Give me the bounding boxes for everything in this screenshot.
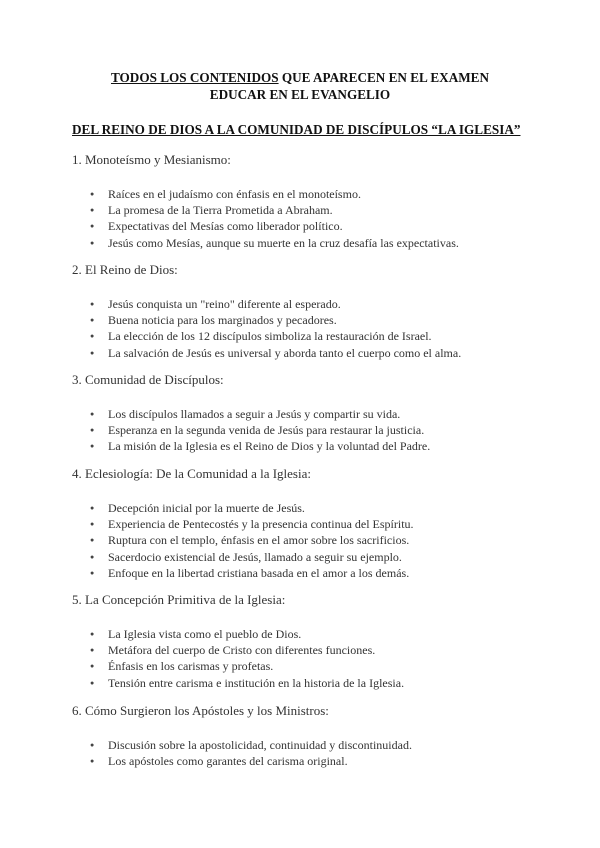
list-item: ● Raíces en el judaísmo con énfasis en el monoteísmo.: [72, 186, 552, 202]
list-item: ● La promesa de la Tierra Prometida a Abraham.: [72, 202, 552, 218]
list-item: ● Los apóstoles como garantes del carisma original.: [72, 753, 552, 769]
section-heading: 5. La Concepción Primitiva de la Iglesia:: [72, 592, 286, 607]
list-item: ● Los discípulos llamados a seguir a Jesús y compartir su vida.: [72, 406, 552, 422]
list-item: ● Expectativas del Mesías como liberador político.: [72, 218, 552, 234]
section-heading: 1. Monoteísmo y Mesianismo:: [72, 152, 231, 167]
list-item: ● Tensión entre carisma e institución en la historia de la Iglesia.: [72, 675, 552, 691]
list-item: ● Discusión sobre la apostolicidad, continuidad y discontinuidad.: [72, 737, 552, 753]
list-item: ● La salvación de Jesús es universal y aborda tanto el cuerpo como el alma.: [72, 345, 552, 361]
section-1: [72, 152, 552, 251]
list-item: ● La misión de la Iglesia es el Reino de Dios y la voluntad del Padre.: [72, 438, 552, 454]
section-6: [72, 703, 552, 769]
list-item: ● Esperanza en la segunda venida de Jesús para restaurar la justicia.: [72, 422, 552, 438]
section-5: [72, 592, 552, 691]
list-item: ● Jesús como Mesías, aunque su muerte en la cruz desafía las expectativas.: [72, 235, 552, 251]
title-line-2: EDUCAR EN EL EVANGELIO: [209, 87, 391, 102]
section-subtitle: DEL REINO DE DIOS A LA COMUNIDAD DE DISCÍPULOS “LA IGLESIA”: [72, 122, 521, 137]
list-item: ● Experiencia de Pentecostés y la presencia continua del Espíritu.: [72, 516, 552, 532]
title-rest: QUE APARECEN EN EL EXAMEN: [278, 70, 489, 85]
bullet-list: [72, 186, 552, 251]
bullet-list: [72, 626, 552, 691]
bullet-list: [72, 500, 552, 581]
section-3: [72, 372, 552, 455]
list-item: ● Sacerdocio existencial de Jesús, llamado a seguir su ejemplo.: [72, 549, 552, 565]
list-item: ● Buena noticia para los marginados y pecadores.: [72, 312, 552, 328]
list-item: ● La Iglesia vista como el pueblo de Dios.: [72, 626, 552, 642]
title-line-1: [0, 70, 600, 86]
section-heading: 4. Eclesiología: De la Comunidad a la Iglesia:: [72, 466, 311, 481]
section-heading: 2. El Reino de Dios:: [72, 262, 178, 277]
section-2: [72, 262, 552, 361]
list-item: ● Ruptura con el templo, énfasis en el amor sobre los sacrificios.: [72, 532, 552, 548]
list-item: ● Jesús conquista un "reino" diferente al esperado.: [72, 296, 552, 312]
bullet-list: [72, 296, 552, 361]
list-item: ● La elección de los 12 discípulos simboliza la restauración de Israel.: [72, 328, 552, 344]
title-underlined-part: TODOS LOS CONTENIDOS: [110, 70, 279, 85]
list-item: ● Enfoque en la libertad cristiana basada en el amor a los demás.: [72, 565, 552, 581]
list-item: ● Énfasis en los carismas y profetas.: [72, 658, 552, 674]
list-item: ● Decepción inicial por la muerte de Jesús.: [72, 500, 552, 516]
bullet-list: [72, 406, 552, 455]
section-heading: 6. Cómo Surgieron los Apóstoles y los Ministros:: [72, 703, 329, 718]
section-heading: 3. Comunidad de Discípulos:: [72, 372, 224, 387]
list-item: ● Metáfora del cuerpo de Cristo con diferentes funciones.: [72, 642, 552, 658]
bullet-list: [72, 737, 552, 769]
section-4: [72, 466, 552, 581]
